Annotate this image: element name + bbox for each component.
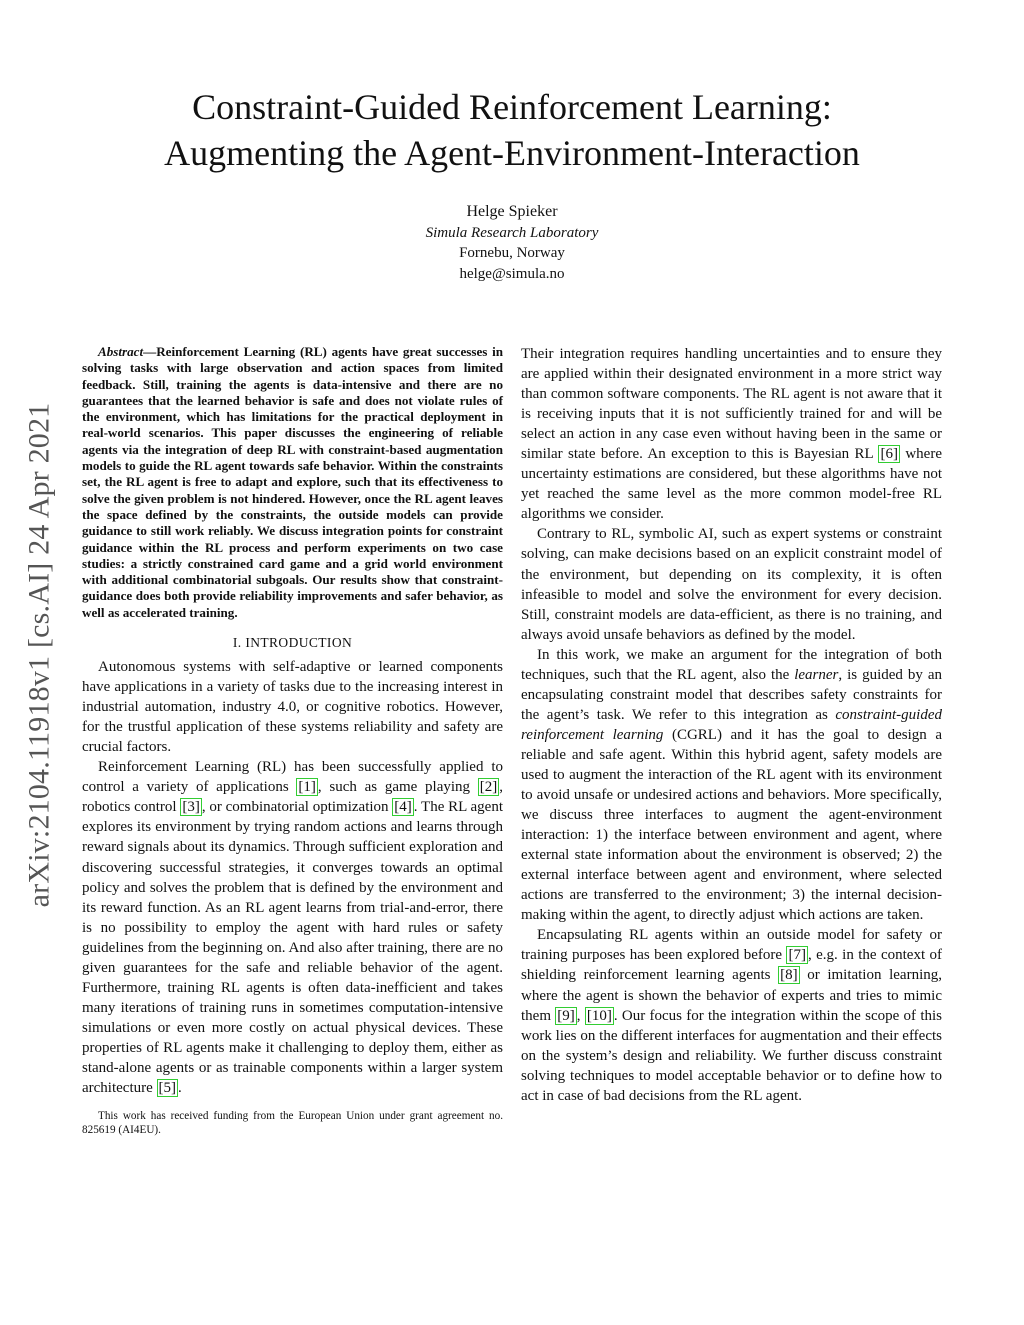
text-run: where uncertainty estimations are considered, but these algorithms have not yet reached the same level as the more common model-free RL algorithms we consider. <box>521 446 942 523</box>
text-run: . The RL agent explores its environment by trying random actions and learns through reward signals about its dynamics. Through sufficient exploration and discovering successful strategies, it converges towards an optimal policy and solves the problem that is defined by the environment and its reward function. As an RL agent learns from trial-and-error, there is no possibility to employ the agent with hard rules or safety guidelines from the beginning on. And also after training, there are no given guarantees for the safe and reliable behavior of the agent. Furthermore, training RL agents is often data-inefficient and takes many iterations of training runs in sometimes computation-intensive simulations or even more costly on actual physical devices. These properties of RL agents make it challenging to deploy them, either as stand-alone agents or as trainable components within a larger system architecture <box>82 799 503 1097</box>
citation-link[interactable]: [9] <box>557 1007 575 1024</box>
citation-link[interactable]: [6] <box>880 446 898 463</box>
text-run: , such as game playing <box>317 779 478 796</box>
author-location: Fornebu, Norway <box>459 245 565 261</box>
text-run: Their integration requires handling uncertainties and to ensure they are applied within their designated environment in a more strict way than common software components. The RL agent is not aware that it is receiving inputs that it is not sufficiently trained for and will be select an action in any case even without having been in the same or similar state before. An exception to this is Bayesian RL <box>521 346 942 463</box>
arxiv-stamp <box>8 366 70 944</box>
emphasis-learner: learner <box>794 666 839 683</box>
citation-link[interactable]: [10] <box>586 1007 612 1024</box>
section-heading-introduction <box>82 635 503 651</box>
citation-link[interactable]: [1] <box>298 779 316 796</box>
text-run: (CGRL) and it has the goal to design a reliable and safe agent. Within this hybrid agent, safety models are used to augment the interaction of the RL agent with its environment to avoid unsafe or undesired actions and behaviors. More specifically, we discuss three interfaces to augment the agent-environment interaction: 1) the interface between environment and agent, where external state information about the environment is observed; 2) the external interface between agent and environment, where selected actions are transferred to the environment; 3) the internal decision-making within the agent, to directly adjust which actions are taken. <box>521 726 943 924</box>
abstract-text: —Reinforcement Learning (RL) agents have great successes in solving tasks with large observation and action spaces from limited feedback. Still, training the agents is data-intensive and there are no guarantees that the learned behavior is safe and does not violate rules of the environment, which has limitations for the practical deployment in real-world scenarios. This paper discusses the engineering of reliable agents via the integration of deep RL with constraint-based augmentation models to guide the RL agent towards safe behavior. Within the constraints set, the RL agent is free to adapt and explore, such that its effectiveness to solve the given problem is not hindered. However, once the RL agent leaves the space defined by the constraints, the outside models can provide guidance to still work reliably. We discuss integration points for constraint guidance within the RL process and perform experiments on two case studies: a strictly constrained card game and a grid world environment with additional combinatorial subgoals. Our results show that constraint-guidance does both provide reliability improvements and safer behavior, as well as accelerated training. <box>82 344 503 620</box>
citation-link[interactable]: [5] <box>158 1080 177 1097</box>
text-run: , robotics control <box>82 779 503 816</box>
citation-link[interactable]: [4] <box>394 799 412 816</box>
left-column <box>82 344 503 1138</box>
intro-paragraph-1: Autonomous systems with self-adaptive or learned components have applications in a variety of tasks due to the increasing interest in industrial automation, industry 4.0, or cognitive robotics. However, for the trustful application of these systems reliability and safety are crucial factors. <box>82 659 503 756</box>
right-paragraph-1 <box>521 344 942 524</box>
intro-paragraph-2 <box>82 757 503 1098</box>
right-paragraph-2: Contrary to RL, symbolic AI, such as expert systems or constraint solving, can make decisions based on an explicit constraint model of the environment, but depending on its complexity, it is often infeasible to model and solve the environment for every decision. Still, constraint models are data-efficient, as there is no training, and always avoid unsafe behaviors as defined by the model. <box>521 526 942 643</box>
author-block <box>0 202 1024 284</box>
paper-title <box>0 84 1024 176</box>
text-run: , <box>576 1007 585 1024</box>
title-line-2: Augmenting the Agent-Environment-Interaction <box>164 133 860 173</box>
text-run: Reinforcement Learning (RL) has been successfully applied to control a variety of applications <box>82 759 503 796</box>
text-run: . <box>178 1080 182 1097</box>
right-paragraph-4 <box>521 925 942 1105</box>
right-paragraph-3 <box>521 645 942 926</box>
arxiv-identifier: arXiv:2104.11918v1 [cs.AI] 24 Apr 2021 <box>22 402 56 908</box>
text-run: , e.g. in the context of shielding reinforcement learning agents <box>521 947 943 984</box>
citation-link[interactable]: [2] <box>479 779 498 796</box>
emphasis-cgrl: constraint-guided reinforcement learning <box>521 706 942 743</box>
abstract-label: Abstract <box>98 344 144 359</box>
abstract <box>82 344 503 621</box>
citation-link[interactable]: [3] <box>182 799 200 816</box>
text-run: Encapsulating RL agents within an outside model for safety or training purposes has been explored before <box>521 927 942 964</box>
section-title-initial: I <box>245 635 251 651</box>
author-email: helge@simula.no <box>459 265 565 282</box>
author-name: Helge Spieker <box>466 203 558 220</box>
right-column <box>521 344 942 1106</box>
text-run: In this work, we make an argument for the integration of both techniques, such that the RL agent, also the <box>521 646 942 683</box>
author-affiliation: Simula Research Laboratory <box>425 224 599 241</box>
funding-footnote: This work has received funding from the European Union under grant agreement no. 825619 (AI4EU). <box>82 1110 503 1136</box>
citation-link[interactable]: [8] <box>780 967 798 984</box>
text-run: or imitation learning, where the agent is shown the behavior of experts and tries to mimic them <box>521 967 942 1024</box>
section-number: I. <box>232 635 246 651</box>
text-run: , is guided by an encapsulating constraint model that describes safety constraints for the agent’s task. We refer to this integration as <box>521 666 942 723</box>
citation-link[interactable]: [7] <box>788 947 806 964</box>
section-title-rest: NTRODUCTION <box>250 635 353 651</box>
title-line-1: Constraint-Guided Reinforcement Learning: <box>192 87 832 127</box>
text-run: . Our focus for the integration within the scope of this work lies on the different interfaces for augmentation and their effects on the system’s design and reliability. We further discuss constraint solving techniques to model acceptable behavior or to define how to act in case of bad decisions from the RL agent. <box>521 1007 942 1104</box>
text-run: , or combinatorial optimization <box>201 799 393 816</box>
